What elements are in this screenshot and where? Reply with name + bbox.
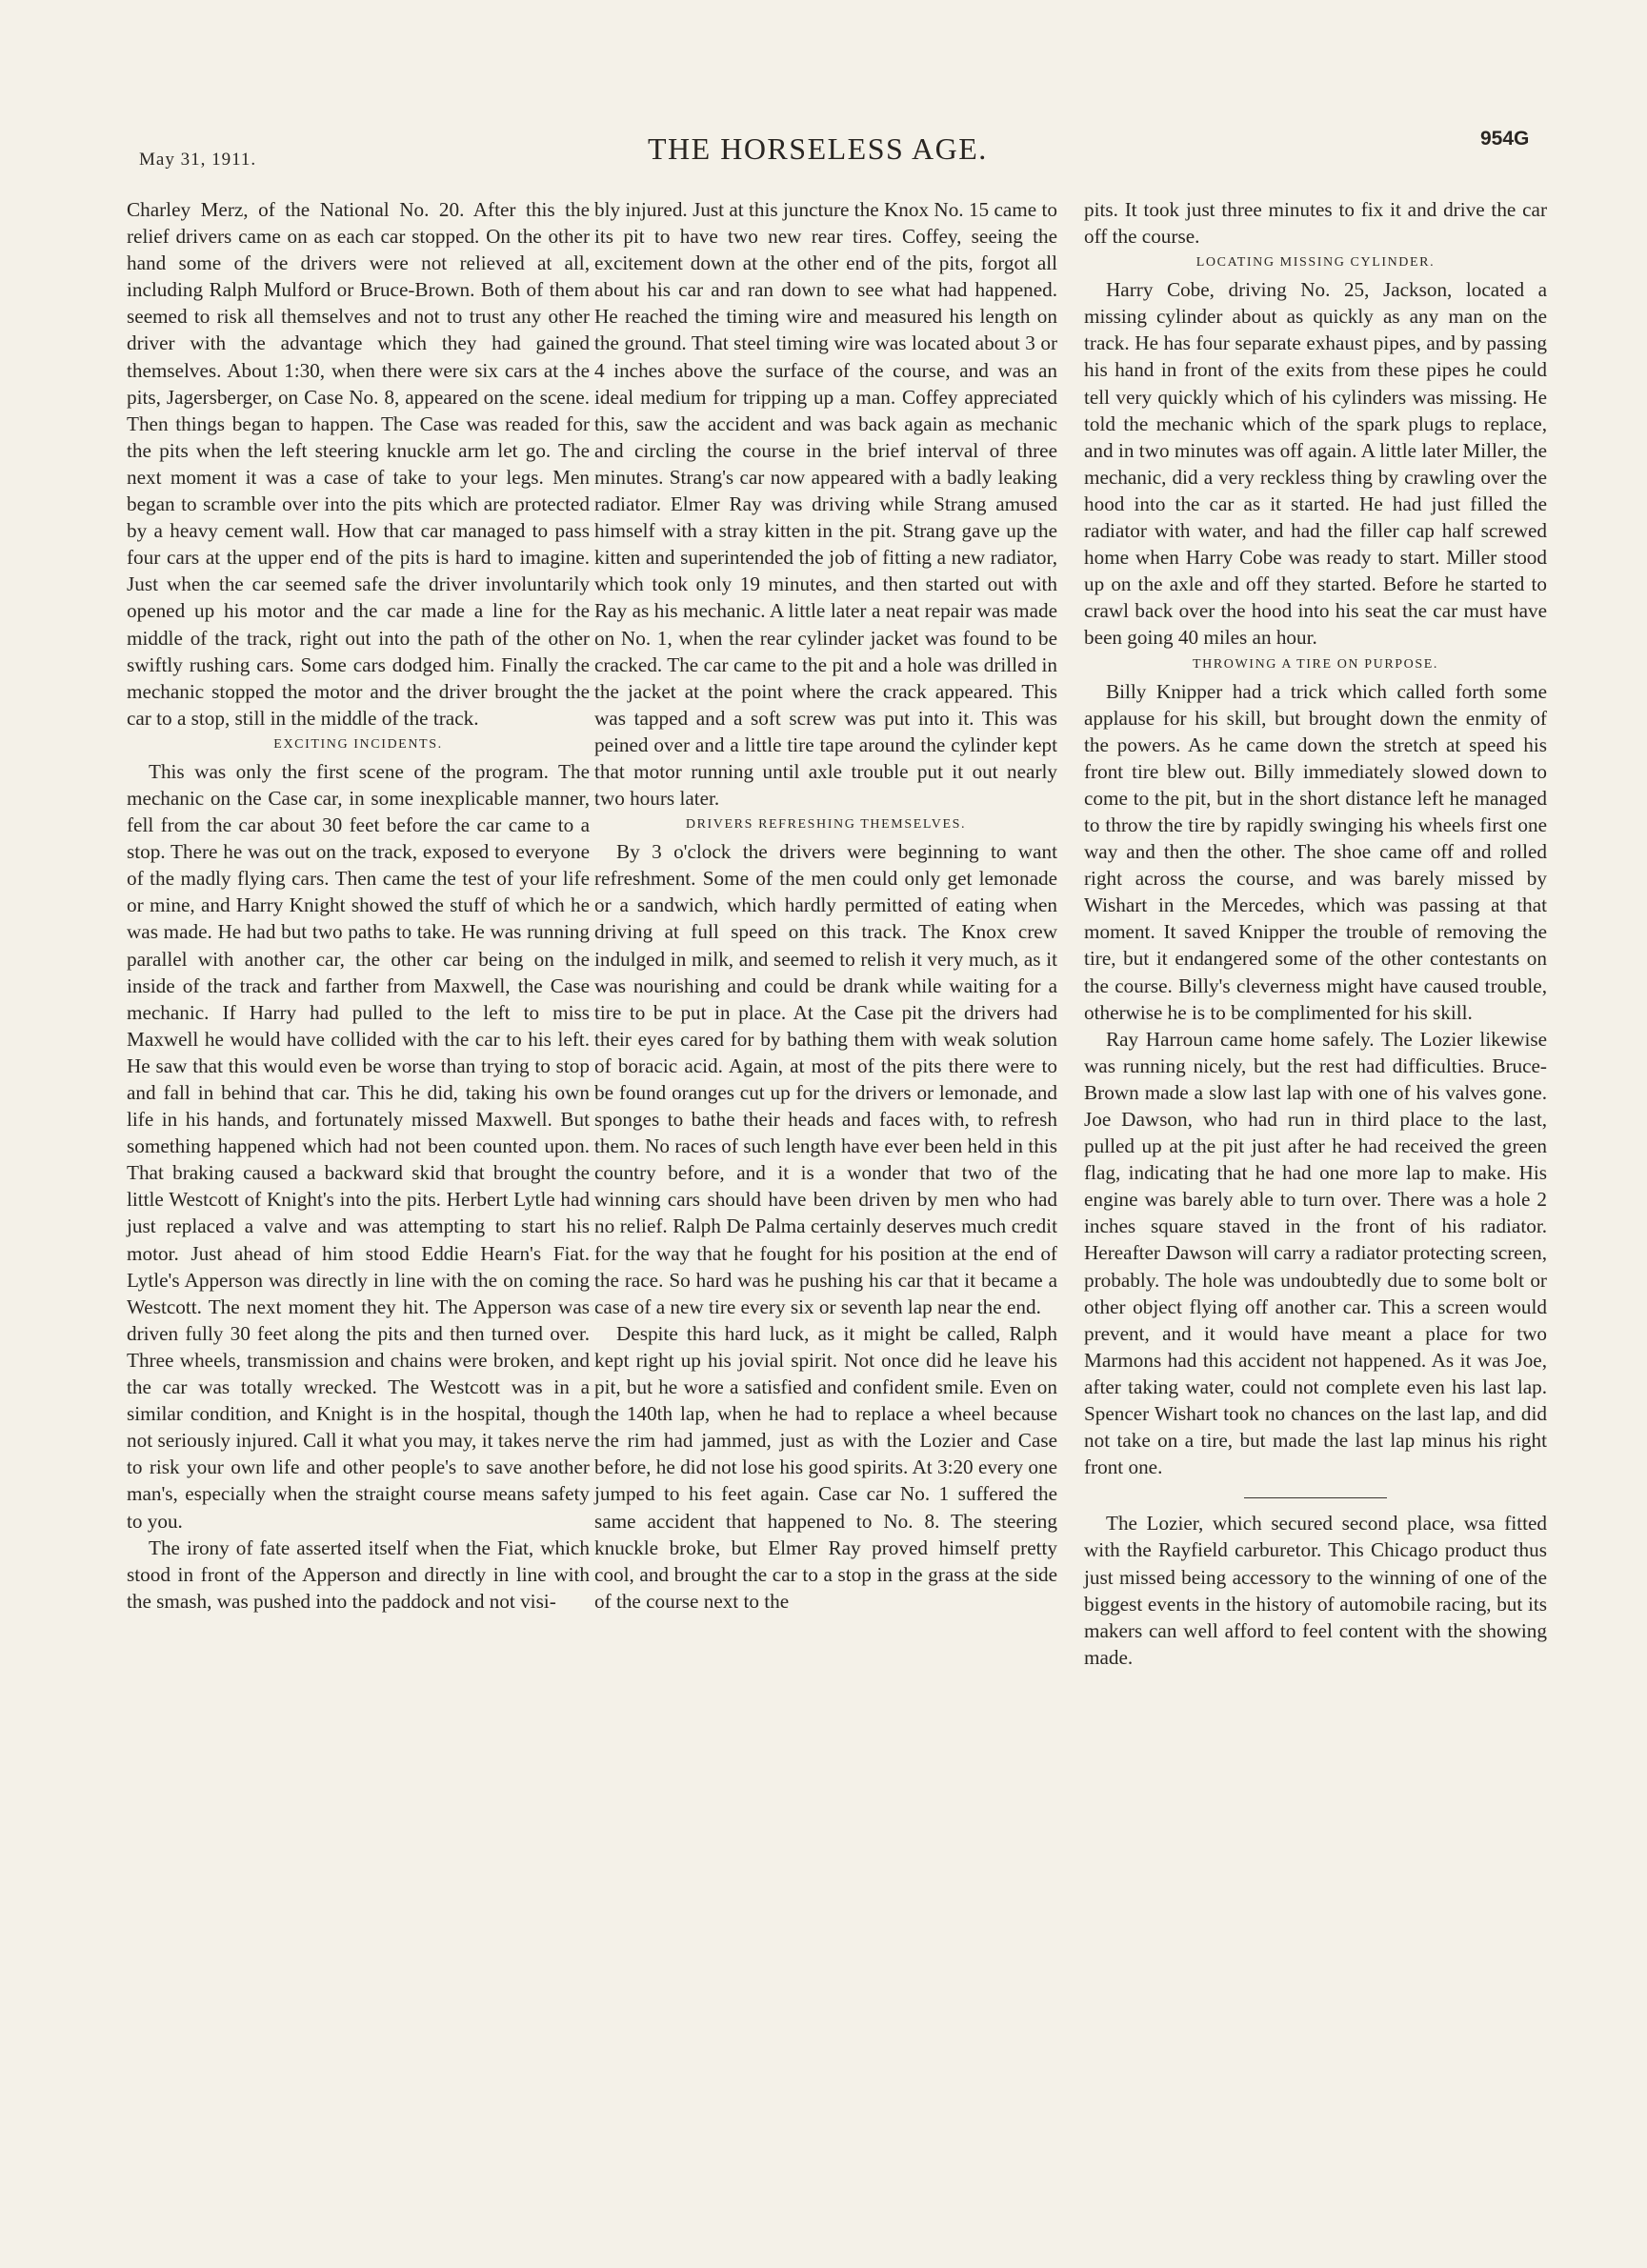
paragraph: pits. It took just three minutes to fix it and drive the car off the course. (1084, 198, 1547, 249)
paragraph: Harry Cobe, driving No. 25, Jackson, located a missing cylinder about as quickly as any man on the track. He has four separate exhaust pipes, and by passing his hand in front of the exits from these pipes he could tell very quickly which of his cylinders was missing. He told the mechanic which of the spark plugs to replace, and in two minutes was off again. A little later Miller, the mechanic, did a very reckless thing by crawling over the hood into the car as it started. He had just filled the radiator with water, and had the filler cap half screwed home when Harry Cobe was ready to start. Miller stood up on the axle and off they started. Before he started to crawl back over the hood into his seat the car must have been going 40 miles an hour. (1084, 278, 1547, 650)
paragraph: The Lozier, which secured second place, wsa fitted with the Rayfield carburetor. This Chicago product thus just missed being accessory to the winning of one of the biggest events in the history of automobile racing, but its makers can well afford to feel content with the showing made. (1084, 1512, 1547, 1669)
text-column-2 (594, 196, 1057, 1615)
paragraph: Billy Knipper had a trick which called forth some applause for his skill, but brought down the enmity of the powers. As he came down the stretch at speed his front tire blew out. Billy immediately slowed down to come to the pit, but in the short distance left he managed to throw the tire by rapidly swinging his wheels first one way and then the other. The shoe came off and rolled right across the course, and was barely missed by Wishart in the Mercedes, which was passing at that moment. It saved Knipper the trouble of removing the tire, but it endangered some of the other contestants on the course. Billy's cleverness might have caused trouble, otherwise he is to be complimented for his skill. (1084, 679, 1547, 1024)
section-heading: LOCATING MISSING CYLINDER. (1195, 255, 1436, 271)
paragraph: Charley Merz, of the National No. 20. After this the relief drivers came on as each car stopped. On the other hand some of the drivers were not relieved at all, including Ralph Mulford or Bruce-Brown. Both of them seemed to risk all themselves and not to trust any other driver with the advantage which they had gained themselves. About 1:30, when there were six cars at the pits, Jagersberger, on Case No. 8, appeared on the scene. Then things began to happen. The Case was readed for the pits when the left steering knuckle arm let go. The next moment it was a case of take to your legs. Men began to scramble over into the pits which are protected by a heavy cement wall. How that car managed to pass four cars at the upper end of the pits is hard to imagine. Just when the car seemed safe the driver involuntarily opened up his motor and the car made a line for the middle of the track, right out into the path of the other swiftly rushing cars. Some cars dodged him. Finally the mechanic stopped the motor and the driver brought the car to a stop, still in the middle of the track. (127, 198, 590, 730)
section-heading: DRIVERS REFRESHING THEMSELVES. (685, 817, 967, 833)
section-heading: EXCITING INCIDENTS. (273, 736, 443, 752)
text-column-3 (1084, 196, 1547, 1671)
text-column-1 (127, 196, 590, 1615)
paragraph: The irony of fate asserted itself when the Fiat, which stood in front of the Apperson and directly in line with the smash, was pushed into the paddock and not visi- (127, 1535, 590, 1613)
section-heading: THROWING A TIRE ON PURPOSE. (1192, 656, 1438, 672)
issue-date: May 31, 1911. (139, 150, 257, 170)
paragraph: Despite this hard luck, as it might be called, Ralph kept right up his jovial spirit. Not once did he leave his pit, but he wore a satisfied and confident smile. Even on the 140th lap, when he had to replace a wheel because the rim had jammed, just as with the Lozier and Case before, he did not lose his good spirits. At 3:20 every one jumped to his feet again. Case car No. 1 suffered the same accident that happened to No. 8. The steering knuckle broke, but Elmer Ray proved himself pretty cool, and brought the car to a stop in the grass at the side of the course next to the (594, 1321, 1057, 1613)
paragraph: By 3 o'clock the drivers were beginning to want refreshment. Some of the men could only get lemonade or a sandwich, which hardly permitted of eating when driving at full speed on this track. The Knox crew indulged in milk, and seemed to relish it very much, as it was nourishing and could be drank while waiting for a tire to be put in place. At the Case pit the drivers had their eyes cared for by bathing them with weak solution of boracic acid. Again, at most of the pits there were to be found oranges cut up for the drivers or lemonade, and sponges to bathe their heads and faces with, to refresh them. No races of such length have ever been held in this country before, and it is a wonder that two of the winning cars should have been driven by men who had no relief. Ralph De Palma certainly deserves much credit for the way that he fought for his position at the end of the race. So hard was he pushing his car that it became a case of a new tire every six or seventh lap near the end. (594, 840, 1057, 1318)
paragraph: Ray Harroun came home safely. The Lozier likewise was running nicely, but the rest had difficulties. Bruce-Brown made a slow last lap with one of his valves gone. Joe Dawson, who had run in third place to the last, pulled up at the pit just after he had received the green flag, indicating that he had one more lap to make. His engine was barely able to turn over. There was a hole 2 inches square staved in the front of his radiator. Hereafter Dawson will carry a radiator protecting screen, probably. The hole was undoubtedly due to some bolt or other object flying off another car. This a screen would prevent, and it would have meant a place for two Marmons had this accident not happened. As it was Joe, after taking water, could not complete even his last lap. Spencer Wishart took no chances on the last lap, and did not take on a tire, but made the last lap minus his right front one. (1084, 1027, 1547, 1479)
paragraph: This was only the first scene of the program. The mechanic on the Case car, in some inexplicable manner, fell from the car about 30 feet before the car came to a stop. There he was out on the track, exposed to everyone of the madly flying cars. Then came the test of your life or mine, and Harry Knight showed the stuff of which he was made. He had but two paths to take. He was running parallel with another car, the other car being on the inside of the track and farther from Maxwell, the Case mechanic. If Harry had pulled to the left to miss Maxwell he would have collided with the car to his left. He saw that this would even be worse than trying to stop and fall in behind that car. This he did, taking his own life in his hands, and fortunately missed Maxwell. But something happened which had not been counted upon. That braking caused a backward skid that brought the little Westcott of Knight's into the pits. Herbert Lytle had just replaced a valve and was attempting to start his motor. Just ahead of him stood Eddie Hearn's Fiat. Lytle's Apperson was directly in line with the on coming Westcott. The next moment they hit. The Apperson was driven fully 30 feet along the pits and then turned over. Three wheels, transmission and chains were broken, and the car was totally wrecked. The Westcott was in a similar condition, and Knight is in the hospital, though not seriously injured. Call it what you may, it takes nerve to risk your own life and other people's to save another man's, especially when the straight course means safety to you. (127, 759, 590, 1533)
publication-title: THE HORSELESS AGE. (648, 131, 988, 166)
separator-rule (1244, 1497, 1387, 1498)
page-number: 954G (1480, 128, 1530, 150)
paragraph: bly injured. Just at this juncture the Knox No. 15 came to its pit to have two new rear tires. Coffey, seeing the excitement down at the other end of the pits, forgot all about his car and ran down to see what had happened. He reached the timing wire and measured his length on the ground. That steel timing wire was located about 3 or 4 inches above the surface of the course, and was an ideal medium for tripping up a man. Coffey appreciated this, saw the accident and was back again as mechanic and circling the course in the brief interval of three minutes. Strang's car now appeared with a badly leaking radiator. Elmer Ray was driving while Strang amused himself with a stray kitten in the pit. Strang gave up the kitten and superintended the job of fitting a new radiator, which took only 19 minutes, and then started out with Ray as his mechanic. A little later a neat repair was made on No. 1, when the rear cylinder jacket was found to be cracked. The car came to the pit and a hole was drilled in the jacket at the point where the crack appeared. This was tapped and a soft screw was put into it. This was peined over and a little tire tape around the cylinder kept that motor running until axle trouble put it out nearly two hours later. (594, 198, 1057, 811)
